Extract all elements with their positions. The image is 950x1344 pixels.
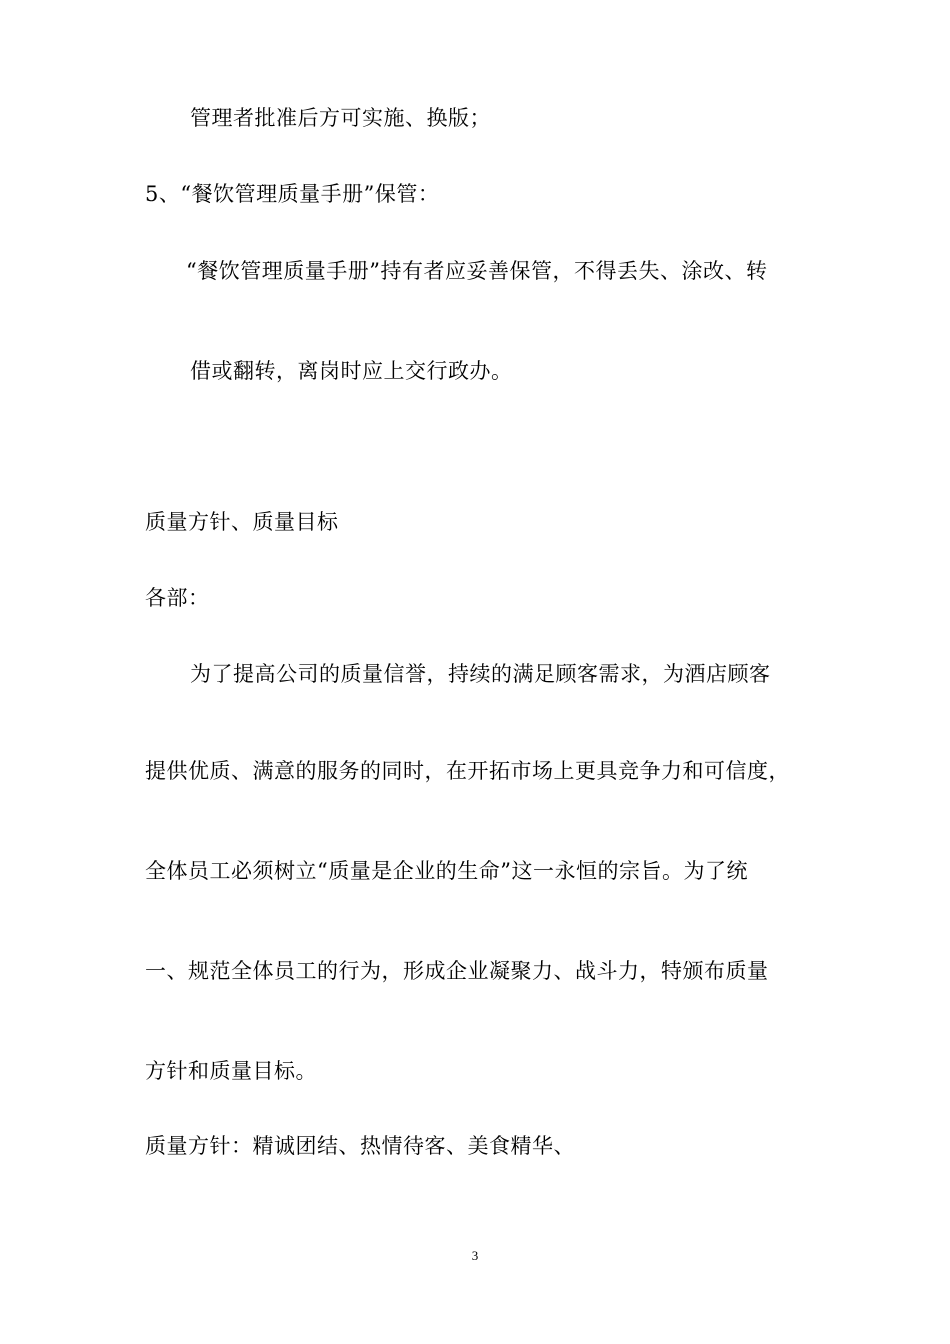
page-number: 3: [471, 1248, 479, 1263]
text-line: “餐饮管理质量手册”持有者应妥善保管，不得丢失、涂改、转: [186, 259, 768, 283]
text-line: 方针和质量目标。: [145, 1059, 317, 1083]
text-line: 提供优质、满意的服务的同时，在开拓市场上更具竞争力和可信度，: [145, 759, 790, 783]
text-line: 为了提高公司的质量信誉，持续的满足顾客需求，为酒店顾客: [190, 662, 771, 686]
text-line: 质量方针：精诚团结、热情待客、美食精华、: [145, 1134, 575, 1158]
text-line: 全体员工必须树立“质量是企业的生命”这一永恒的宗旨。为了统: [145, 859, 748, 883]
salutation: 各部：: [145, 586, 210, 610]
text-line: 管理者批准后方可实施、换版；: [190, 106, 491, 130]
section-heading: 5、“餐饮管理质量手册”保管：: [145, 182, 440, 206]
section-title: 质量方针、质量目标: [145, 510, 339, 534]
text-line: 借或翻转，离岗时应上交行政办。: [190, 359, 513, 383]
text-line: 一、规范全体员工的行为，形成企业凝聚力、战斗力，特颁布质量: [145, 959, 769, 983]
